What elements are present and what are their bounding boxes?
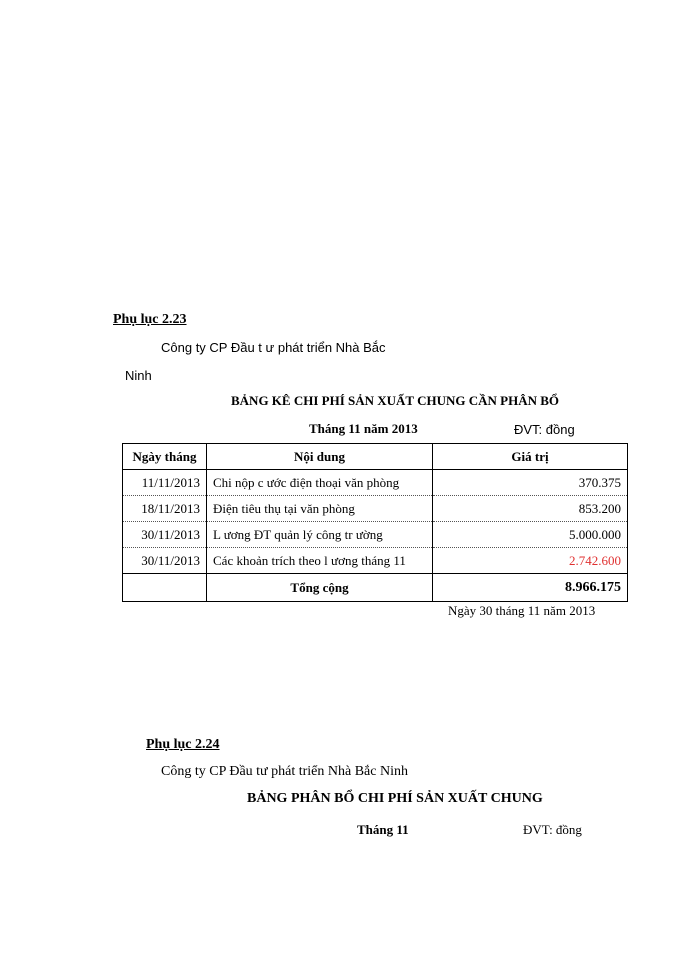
table-header-row [123,444,628,470]
report-period: Tháng 11 năm 2013 [309,421,418,436]
report-title-2: BẢNG PHÂN BỔ CHI PHÍ SẢN XUẤT CHUNG [247,791,543,806]
row-content: L ương ĐT quản lý công tr ường [207,522,433,548]
row-date: 18/11/2013 [123,496,207,522]
header-content: Nội dung [207,444,433,470]
expense-table [122,443,628,602]
company-name: Công ty CP Đầu t ư phát triển Nhà Bắc [161,340,386,355]
row-content: Chi nộp c ước điện thoại văn phòng [207,470,433,496]
appendix-label-2: Phụ lục 2.24 [146,737,220,752]
row-value: 370.375 [433,470,628,496]
currency-unit-2: ĐVT: đồng [523,822,582,837]
row-value: 5.000.000 [433,522,628,548]
header-value: Giá trị [433,444,628,470]
header-date: Ngày tháng [123,444,207,470]
row-content: Các khoản trích theo l ương tháng 11 [207,548,433,574]
row-content: Điện tiêu thụ tại văn phòng [207,496,433,522]
row-date: 30/11/2013 [123,548,207,574]
row-value-highlighted: 2.742.600 [433,548,628,574]
table-row [123,470,628,496]
report-title: BẢNG KÊ CHI PHÍ SẢN XUẤT CHUNG CẦN PHÂN BỔ [231,393,560,408]
total-label: Tổng cộng [207,574,433,602]
report-date: Ngày 30 tháng 11 năm 2013 [448,603,596,618]
currency-unit: ĐVT: đồng [514,422,575,437]
total-empty-cell [123,574,207,602]
table-row [123,548,628,574]
row-date: 30/11/2013 [123,522,207,548]
table-total-row [123,574,628,602]
company-name-continued: Ninh [125,368,152,383]
company-name-2: Công ty CP Đầu tư phát triển Nhà Bắc Ninh [161,764,408,779]
appendix-label: Phụ lục 2.23 [113,312,187,327]
total-value: 8.966.175 [433,574,628,602]
row-date: 11/11/2013 [123,470,207,496]
report-period-2: Tháng 11 [357,822,409,837]
table-row [123,496,628,522]
table-row [123,522,628,548]
row-value: 853.200 [433,496,628,522]
